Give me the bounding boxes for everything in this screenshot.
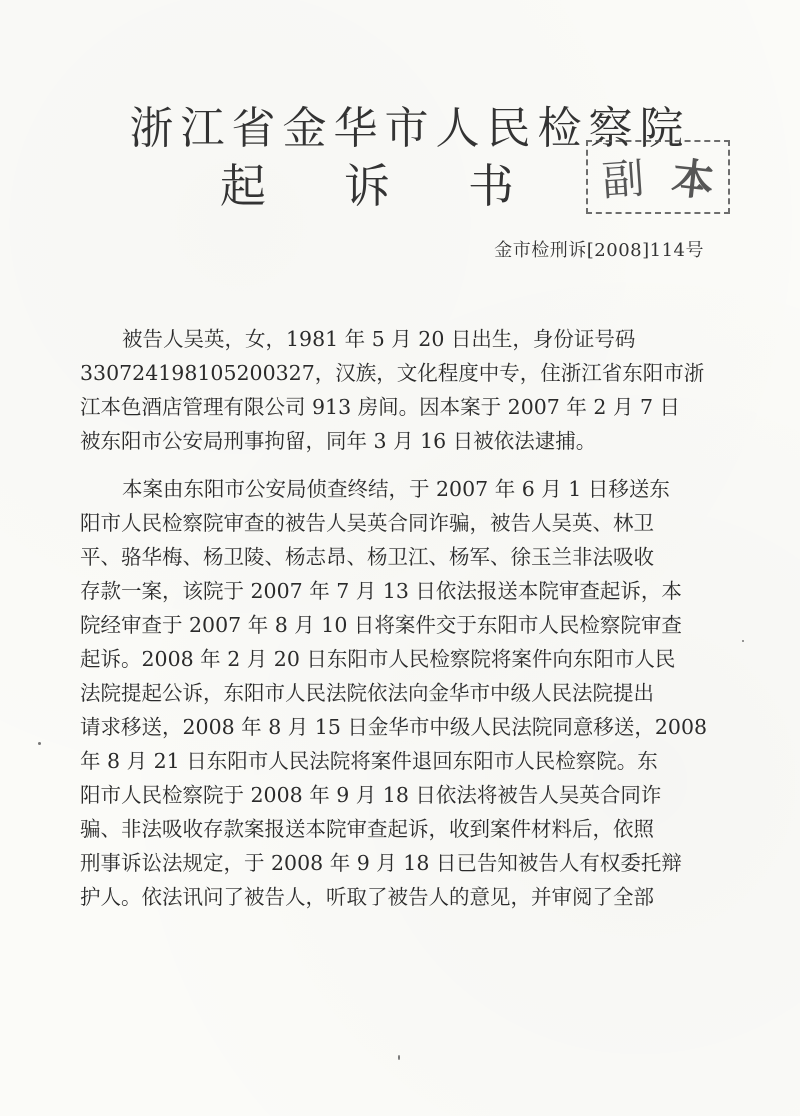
text-line: 阳市人民检察院审查的被告人吴英合同诈骗，被告人吴英、林卫 xyxy=(80,511,654,535)
text-line: 请求移送，2008 年 8 月 15 日金华市中级人民法院同意移送，2008 xyxy=(80,715,708,739)
text-line: 存款一案，该院于 2007 年 7 月 13 日依法报送本院审查起诉，本 xyxy=(80,579,682,603)
text-line: 被东阳市公安局刑事拘留，同年 3 月 16 日被依法逮捕。 xyxy=(80,429,597,453)
paragraph-defendant xyxy=(80,322,720,458)
scan-speck xyxy=(38,742,41,745)
text-line: 330724198105200327，汉族，文化程度中专，住浙江省东阳市浙 xyxy=(80,361,705,385)
text-line: 起诉。2008 年 2 月 20 日东阳市人民检察院将案件向东阳市人民 xyxy=(80,647,676,671)
text-line: 法院提起公诉，东阳市人民法院依法向金华市中级人民法院提出 xyxy=(80,681,654,705)
text-line: 骗、非法吸收存款案报送本院审查起诉，收到案件材料后，依照 xyxy=(80,817,654,841)
text-line: 阳市人民检察院于 2008 年 9 月 18 日依法将被告人吴英合同诈 xyxy=(80,783,662,807)
paragraph-case-history xyxy=(80,472,720,914)
stamp-char-2: 本 xyxy=(669,152,717,207)
document-title: 浙江省金华市人民检察院 xyxy=(129,103,691,154)
document-subtitle: 起诉书 xyxy=(220,159,592,213)
document-number: 金市检刑诉[2008]114号 xyxy=(494,240,704,261)
text-line: 年 8 月 21 日东阳市人民法院将案件退回东阳市人民检察院。东 xyxy=(80,749,658,773)
scan-speck xyxy=(398,1055,400,1060)
text-line: 院经审查于 2007 年 8 月 10 日将案件交于东阳市人民检察院审查 xyxy=(80,613,682,637)
stamp-char-1: 副 xyxy=(600,153,646,206)
text-line: 被告人吴英，女，1981 年 5 月 20 日出生，身份证号码 xyxy=(122,327,636,351)
text-line: 刑事诉讼法规定，于 2008 年 9 月 18 日已告知被告人有权委托辩 xyxy=(80,851,682,875)
text-line: 护人。依法讯问了被告人，听取了被告人的意见，并审阅了全部 xyxy=(80,885,654,909)
scan-speck xyxy=(742,640,744,642)
copy-stamp xyxy=(586,140,730,214)
text-line: 本案由东阳市公安局侦查终结，于 2007 年 6 月 1 日移送东 xyxy=(122,477,670,501)
text-line: 平、骆华梅、杨卫陵、杨志昂、杨卫江、杨军、徐玉兰非法吸收 xyxy=(80,545,654,569)
document-body xyxy=(80,322,720,914)
text-line: 江本色酒店管理有限公司 913 房间。因本案于 2007 年 2 月 7 日 xyxy=(80,395,681,419)
